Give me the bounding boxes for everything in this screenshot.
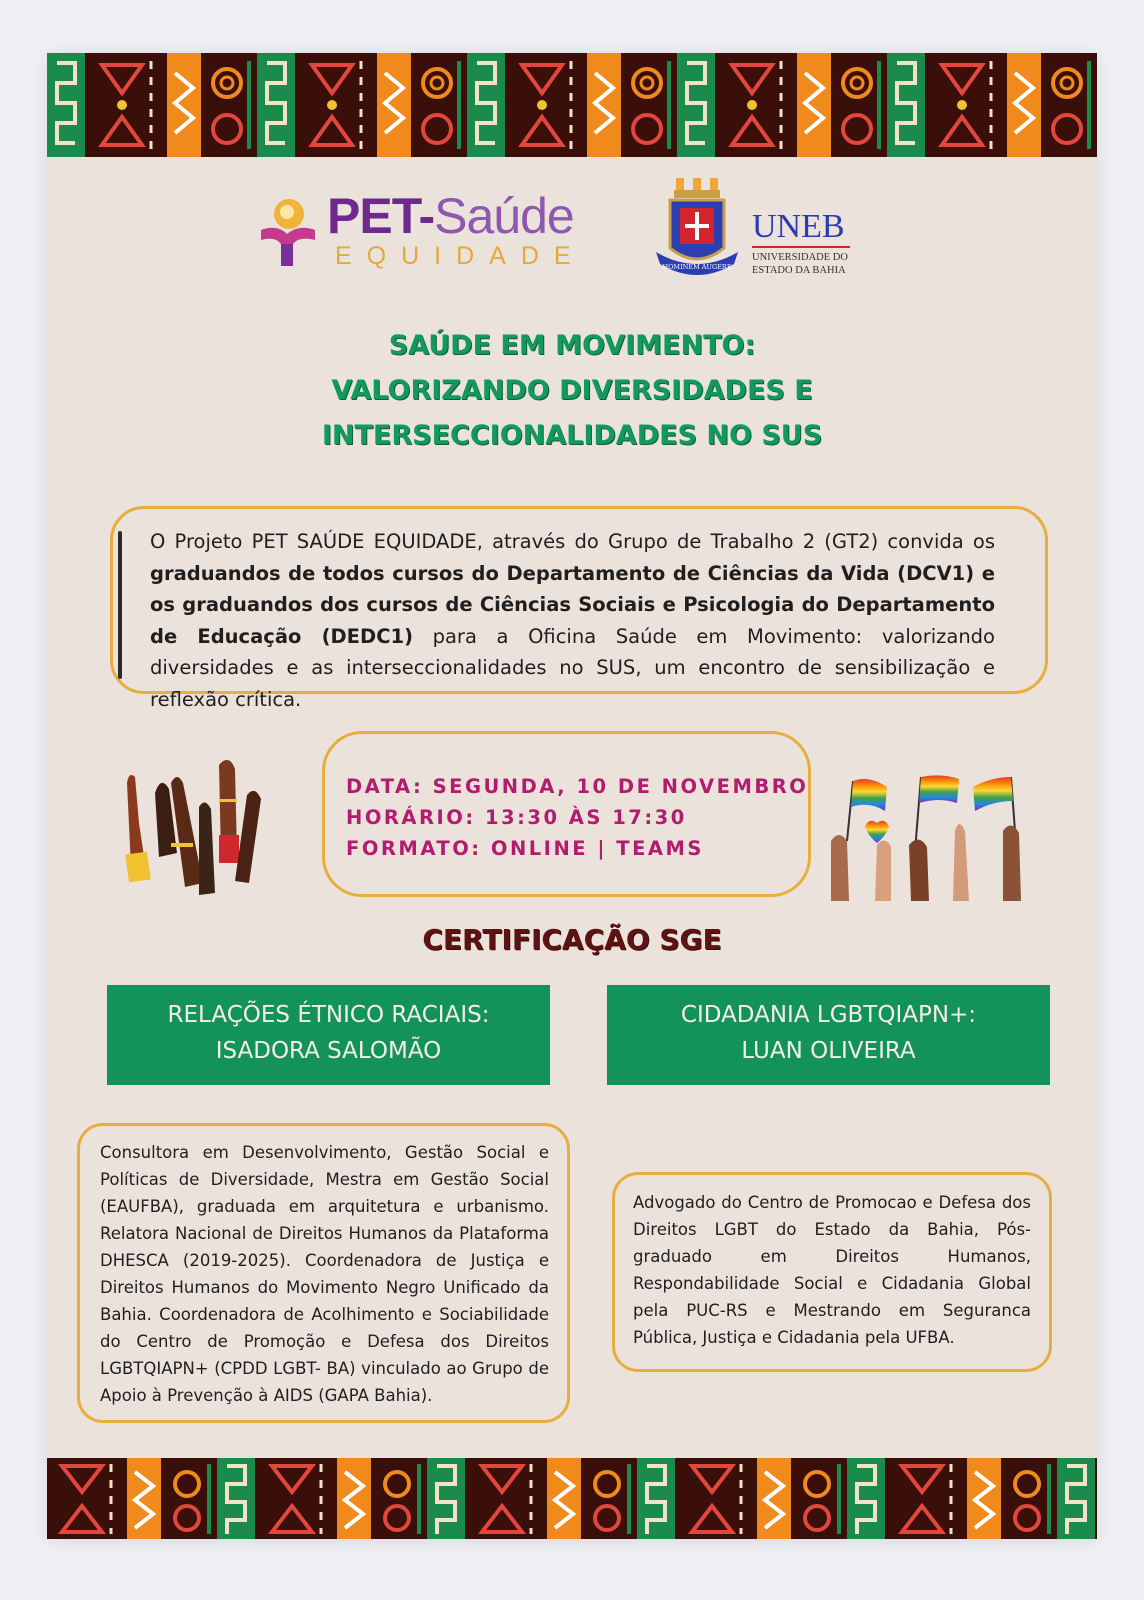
uneb-subtitle-line1: UNIVERSIDADE DO (752, 252, 848, 263)
speaker-topic: RELAÇÕES ÉTNICO RACIAIS: (167, 1002, 490, 1028)
invitation-accent-bar (118, 531, 122, 679)
pet-saude-wordmark: PET-Saúde (327, 188, 574, 244)
event-details (346, 771, 808, 864)
speaker-name: LUAN OLIVEIRA (741, 1038, 916, 1064)
uneb-subtitle (752, 251, 848, 277)
uneb-logo (652, 178, 872, 288)
decorative-pattern-top (47, 53, 1097, 157)
speaker-card-ethnic-racial (107, 985, 550, 1085)
pet-saude-equidade-logo (257, 188, 587, 278)
event-title-line2: VALORIZANDO DIVERSIDADES E (331, 375, 813, 406)
event-date: DATA: SEGUNDA, 10 DE NOVEMBRO (346, 775, 809, 798)
pride-flags-hands-illustration (825, 771, 1030, 901)
uneb-wordmark: UNEB (752, 208, 845, 245)
speaker-bio-luan: Advogado do Centro de Promocao e Defesa dos Direitos LGBT do Estado da Bahia, Pós-graduado em Direitos Humanos, Respondabilidade Social e Cidadania Global pela PUC-RS e Mestrando em Seguranca Pública, Justiça e Cidadania pela UFBA. (612, 1172, 1052, 1372)
speaker-topic: CIDADANIA LGBTQIAPN+: (680, 1002, 977, 1028)
raised-hands-illustration (119, 753, 279, 898)
event-title (47, 323, 1097, 458)
speaker-card-lgbtqiapn (607, 985, 1050, 1085)
event-time: HORÁRIO: 13:30 ÀS 17:30 (346, 806, 687, 829)
pet-saude-subtitle: EQUIDADE (335, 242, 586, 270)
speaker-bio-isadora: Consultora em Desenvolvimento, Gestão Social e Políticas de Diversidade, Mestra em Gestão Social (EAUFBA), graduada em arquitetura e urbanismo. Relatora Nacional de Direitos Humanos da Plataforma DHESCA (2019-2025). Coordenadora de Justiça e Direitos Humanos do Movimento Negro Unificado da Bahia. Coordenadora de Acolhimento e Sociabilidade do Centro de Promoção e Defesa dos Direitos LGBTQIAPN+ (CPDD LGBT- BA) vinculado ao Grupo de Apoio à Prevenção à AIDS (GAPA Bahia). (77, 1123, 570, 1423)
invitation-box (110, 506, 1048, 711)
uneb-crest-icon (652, 178, 742, 288)
speaker-name: ISADORA SALOMÃO (215, 1038, 442, 1064)
invitation-text-part1: O Projeto PET SAÚDE EQUIDADE, através do Grupo de Trabalho 2 (GT2) convida os (150, 530, 995, 553)
uneb-divider (752, 246, 850, 248)
event-poster (47, 53, 1097, 1539)
event-title-line3: INTERSECCIONALIDADES NO SUS (321, 420, 823, 451)
uneb-crest-motto: HOMINEM AUGERE (662, 263, 732, 271)
invitation-text-bold: graduandos de todos cursos do Departamento de Ciências da Vida (DCV1) e os graduandos dos cursos de Ciências Sociais e Psicologia do Departamento de Educação (DEDC1) (150, 561, 995, 648)
certification-heading: CERTIFICAÇÃO SGE (422, 923, 722, 956)
invitation-text-part2: para a Oficina Saúde em Movimento: valorizando diversidades e as interseccionalidades no SUS, um encontro de sensibilização e reflexão crítica. (150, 624, 995, 711)
event-details-box (322, 731, 811, 897)
pet-saude-emblem-icon (257, 196, 317, 268)
event-title-line1: SAÚDE EM MOVIMENTO: (388, 330, 756, 361)
invitation-text (150, 526, 995, 715)
uneb-subtitle-line2: ESTADO DA BAHIA (752, 265, 846, 276)
event-format: FORMATO: ONLINE | TEAMS (346, 837, 704, 860)
decorative-pattern-bottom (47, 1458, 1097, 1539)
